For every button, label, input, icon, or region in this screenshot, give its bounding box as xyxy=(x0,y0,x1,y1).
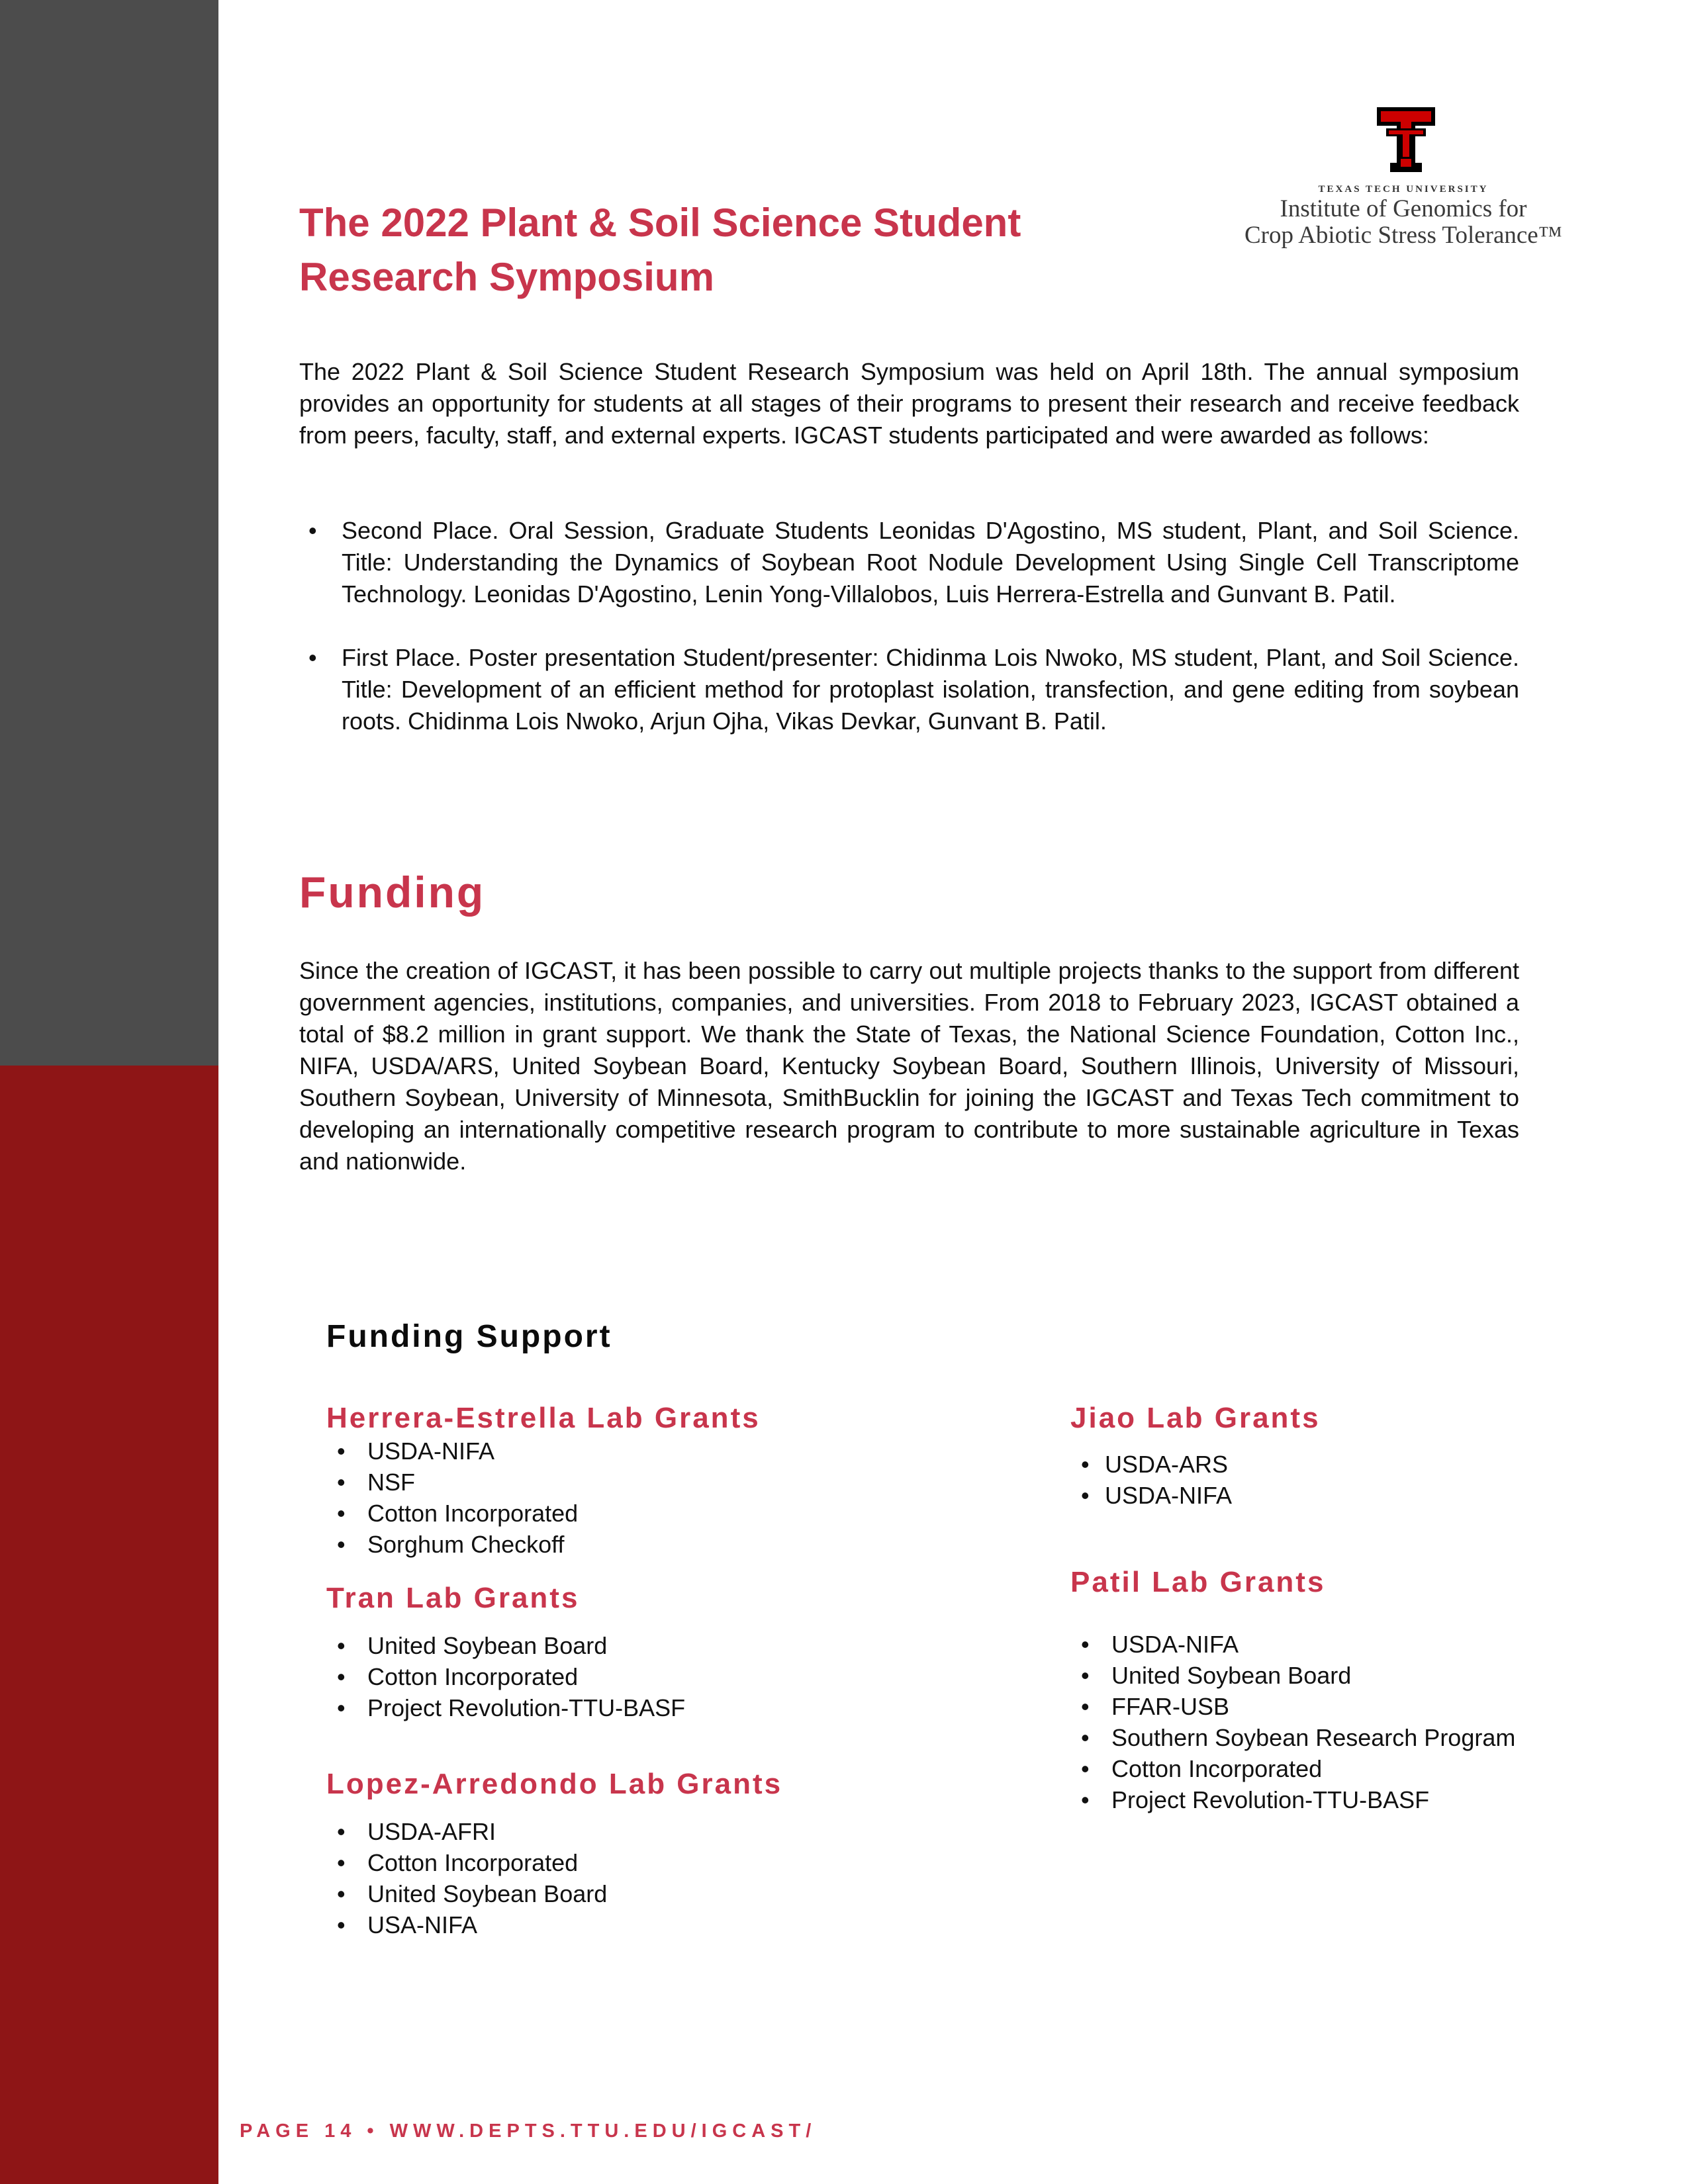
page-footer: PAGE 14 • WWW.DEPTS.TTU.EDU/IGCAST/ xyxy=(240,2120,817,2142)
funding-support-heading: Funding Support xyxy=(326,1319,612,1354)
grant-item: • NSF xyxy=(326,1467,988,1498)
grant-item: • FFAR-USB xyxy=(1070,1691,1534,1722)
grant-item: • United Soybean Board xyxy=(326,1630,988,1661)
grant-item: • Cotton Incorporated xyxy=(326,1498,988,1529)
double-t-logo-icon xyxy=(1376,106,1436,173)
funding-heading: Funding xyxy=(299,868,486,917)
grant-item: • USDA-NIFA xyxy=(1070,1629,1534,1660)
sidebar-red-band xyxy=(0,1066,218,2184)
group-title: Patil Lab Grants xyxy=(1070,1566,1326,1598)
grant-item: • United Soybean Board xyxy=(326,1878,988,1909)
grant-item: • Cotton Incorporated xyxy=(326,1847,988,1878)
igcast-logo xyxy=(1231,106,1575,258)
grant-list xyxy=(1070,1449,1534,1511)
grant-list xyxy=(326,1816,988,1940)
grant-item: • Southern Soybean Research Program xyxy=(1070,1722,1534,1753)
award-list xyxy=(299,515,1519,737)
grant-item: • USDA-NIFA xyxy=(1070,1480,1534,1511)
group-title: Herrera-Estrella Lab Grants xyxy=(326,1402,761,1434)
logo-university-name: TEXAS TECH UNIVERSITY xyxy=(1318,184,1489,195)
grant-item: • Cotton Incorporated xyxy=(1070,1753,1534,1784)
group-title: Tran Lab Grants xyxy=(326,1582,580,1614)
patil-grants xyxy=(1070,1564,1534,1815)
grant-item: • USA-NIFA xyxy=(326,1909,988,1940)
herrera-estrella-grants xyxy=(326,1400,988,1560)
award-item: • Second Place. Oral Session, Graduate Students Leonidas D'Agostino, MS student, Plant, and Soil Science. Title: Understanding the Dynamics of Soybean Root Nodule Development Using Single Cell Transcriptome Technology. Leonidas D'Agostino, Lenin Yong-Villalobos, Luis Herrera-Estrella and Gunvant B. Patil. xyxy=(299,515,1519,610)
logo-line-1: Institute of Genomics for xyxy=(1280,195,1527,222)
grant-item: • Sorghum Checkoff xyxy=(326,1529,988,1560)
grant-item: • USDA-AFRI xyxy=(326,1816,988,1847)
grant-list xyxy=(1070,1629,1534,1815)
group-title: Lopez-Arredondo Lab Grants xyxy=(326,1768,783,1800)
grant-item: • USDA-ARS xyxy=(1070,1449,1534,1480)
page-title: The 2022 Plant & Soil Science Student Research Symposium xyxy=(299,201,1021,299)
sidebar-gray-band xyxy=(0,0,218,1066)
grant-list xyxy=(326,1630,988,1723)
funding-paragraph: Since the creation of IGCAST, it has been possible to carry out multiple projects thanks to the support from different government agencies, institutions, companies, and universities. From 2018 to February 2023, IGCAST obtained a total of $8.2 million in grant support. We thank the State of Texas, the National Science Foundation, Cotton Inc., NIFA, USDA/ARS, United Soybean Board, Kentucky Soybean Board, Southern Illinois, University of Missouri, Southern Soybean, University of Minnesota, SmithBucklin for joining the IGCAST and Texas Tech commitment to developing an internationally competitive research program to contribute to more sustainable agriculture in Texas and nationwide. xyxy=(299,957,1519,1175)
award-item: • First Place. Poster presentation Student/presenter: Chidinma Lois Nwoko, MS student, Plant, and Soil Science. Title: Development of an efficient method for protoplast isolation, transfection, and gene editing from soybean roots. Chidinma Lois Nwoko, Arjun Ojha, Vikas Devkar, Gunvant B. Patil. xyxy=(299,642,1519,737)
grant-item: • USDA-NIFA xyxy=(326,1435,988,1467)
logo-line-2: Crop Abiotic Stress Tolerance™ xyxy=(1244,222,1562,249)
grant-item: • Cotton Incorporated xyxy=(326,1661,988,1692)
tran-grants xyxy=(326,1580,988,1723)
group-title: Jiao Lab Grants xyxy=(1070,1402,1321,1434)
grant-item: • Project Revolution-TTU-BASF xyxy=(1070,1784,1534,1815)
jiao-grants xyxy=(1070,1400,1534,1511)
grant-item: • United Soybean Board xyxy=(1070,1660,1534,1691)
lopez-arredondo-grants xyxy=(326,1766,988,1940)
symposium-intro: The 2022 Plant & Soil Science Student Research Symposium was held on April 18th. The annual symposium provides an opportunity for students at all stages of their programs to present their research and receive feedback from peers, faculty, staff, and external experts. IGCAST students participated and were awarded as follows: xyxy=(299,358,1519,449)
grant-item: • Project Revolution-TTU-BASF xyxy=(326,1692,988,1723)
grant-list xyxy=(326,1435,988,1560)
